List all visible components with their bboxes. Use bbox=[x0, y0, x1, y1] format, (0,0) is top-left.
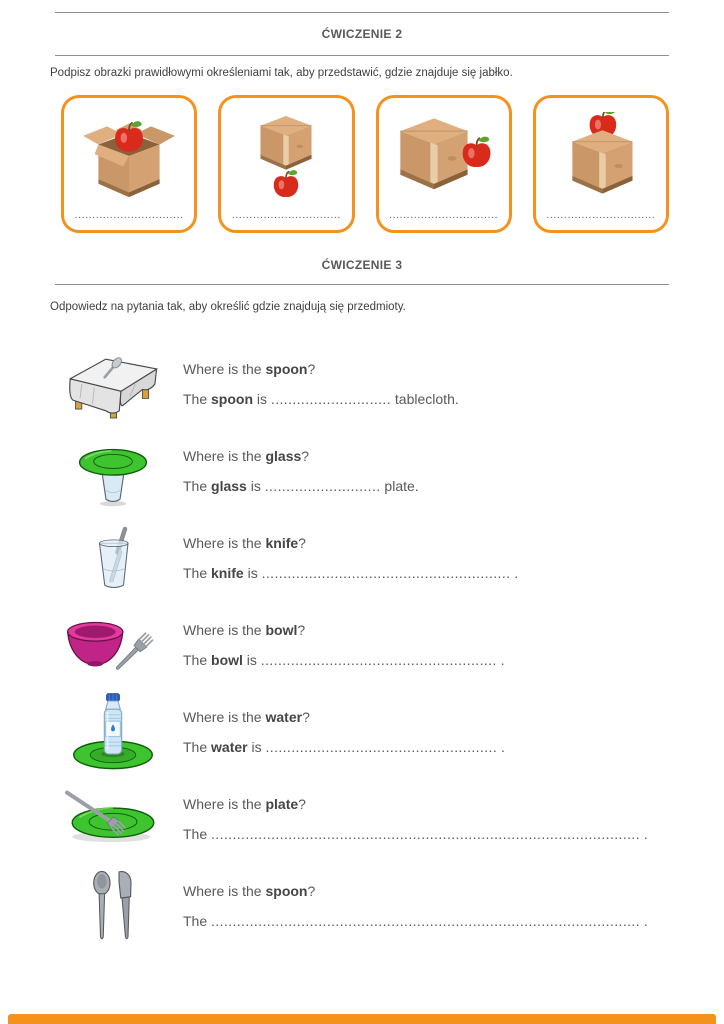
answer-blank: .................................................................................................... bbox=[211, 826, 640, 842]
spoon-and-knife-icon bbox=[50, 868, 175, 946]
exercise2-title: ĆWICZENIE 2 bbox=[321, 27, 403, 41]
answer-blank: ............................... bbox=[231, 209, 341, 221]
answer-line: The knife is .......................................................... . bbox=[183, 565, 519, 581]
water-bottle-on-plate-icon bbox=[50, 691, 175, 775]
answer-blank: ....................................................... bbox=[260, 652, 497, 668]
exercise3-item bbox=[50, 863, 674, 950]
answer-line: The spoon is ............................ tablecloth. bbox=[183, 391, 459, 407]
apple-in-open-box-icon bbox=[81, 98, 177, 209]
answer-blank: ............................... bbox=[546, 209, 656, 221]
divider-line bbox=[55, 55, 669, 56]
question-line: Where is the plate? bbox=[183, 796, 306, 812]
exercise3-item bbox=[50, 689, 674, 776]
question-line: Where is the spoon? bbox=[183, 361, 316, 377]
exercise2-instruction: Podpisz obrazki prawidłowymi określeniami tak, aby przedstawić, gdzie znajduje się jabłko. bbox=[50, 67, 513, 79]
exercise3-item bbox=[50, 428, 674, 515]
question-line: Where is the spoon? bbox=[183, 883, 316, 899]
footer-accent-bar bbox=[8, 1014, 716, 1024]
question-line: Where is the knife? bbox=[183, 535, 306, 551]
answer-line: The .................................................................................................... . bbox=[183, 913, 648, 929]
exercise3-item bbox=[50, 515, 674, 602]
knife-in-glass-icon bbox=[50, 520, 175, 598]
divider-line bbox=[55, 12, 669, 13]
exercise3-item bbox=[50, 341, 674, 428]
question-line: Where is the glass? bbox=[183, 448, 310, 464]
card-apple-beside-box bbox=[376, 95, 512, 233]
answer-blank: ............................ bbox=[270, 391, 392, 407]
spoon-on-tablecloth-table-icon bbox=[50, 348, 175, 422]
apple-on-box-icon bbox=[553, 98, 649, 209]
answer-line: The bowl is ....................................................... . bbox=[183, 652, 505, 668]
exercise3-title: ĆWICZENIE 3 bbox=[321, 258, 403, 272]
card-apple-on-box bbox=[533, 95, 669, 233]
answer-line: The .................................................................................................... . bbox=[183, 826, 648, 842]
answer-blank: ...................................................... bbox=[265, 739, 498, 755]
question-line: Where is the water? bbox=[183, 709, 310, 725]
fork-on-plate-icon bbox=[50, 789, 175, 851]
exercise2-cards bbox=[61, 95, 669, 233]
apple-under-box-icon bbox=[240, 98, 332, 209]
exercise3-instruction: Odpowiedz na pytania tak, aby określić gdzie znajdują się przedmioty. bbox=[50, 301, 406, 313]
answer-blank: .......................................................... bbox=[261, 565, 511, 581]
plate-on-glass-icon bbox=[50, 436, 175, 508]
answer-blank: ............................... bbox=[389, 209, 499, 221]
exercise3-items bbox=[50, 341, 674, 950]
answer-line: The water is ...................................................... . bbox=[183, 739, 505, 755]
answer-blank: ........................... bbox=[264, 478, 381, 494]
answer-blank: ............................... bbox=[74, 209, 184, 221]
answer-line: The glass is ........................... plate. bbox=[183, 478, 419, 494]
card-apple-in-box bbox=[61, 95, 197, 233]
exercise3-item bbox=[50, 602, 674, 689]
exercise3-item bbox=[50, 776, 674, 863]
apple-beside-box-icon bbox=[396, 98, 492, 209]
card-apple-under-box bbox=[218, 95, 354, 233]
answer-blank: .................................................................................................... bbox=[211, 913, 640, 929]
question-line: Where is the bowl? bbox=[183, 622, 306, 638]
bowl-and-fork-icon bbox=[50, 614, 175, 678]
divider-line bbox=[55, 284, 669, 285]
